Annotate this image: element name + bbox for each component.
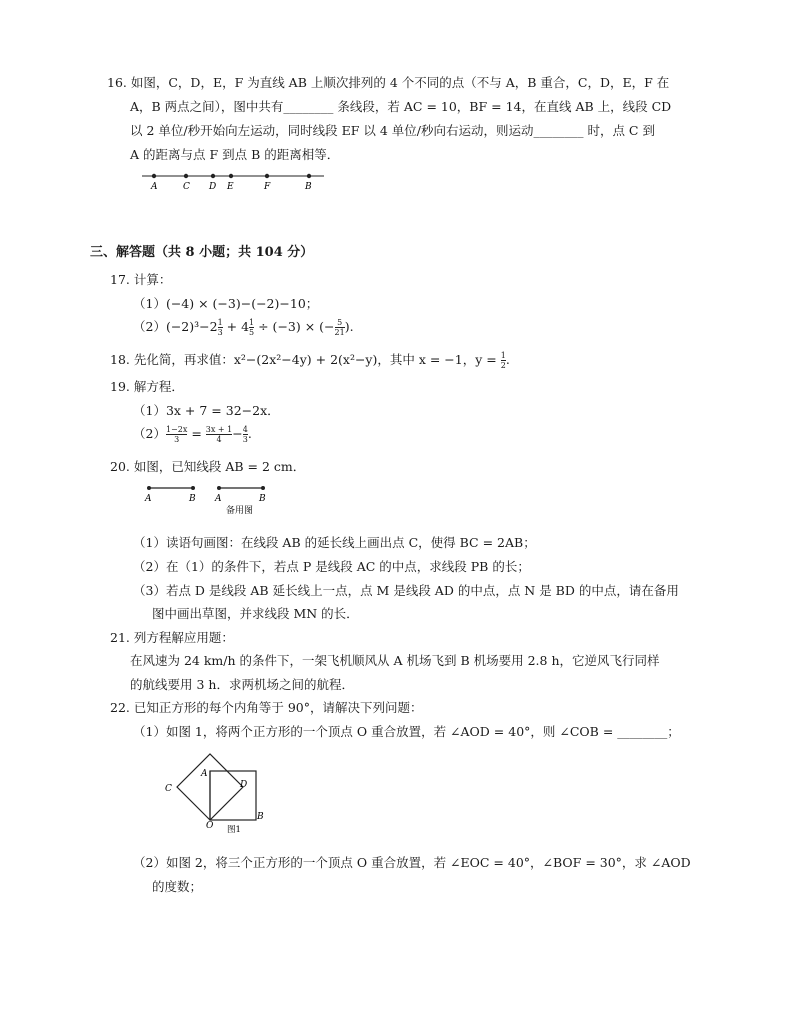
q20-label-b: B <box>189 494 196 504</box>
q21-line-2: 的航线要用 3 h．求两机场之间的航程． <box>130 677 354 692</box>
q21-title: 21. 列方程解应用题： <box>110 630 234 645</box>
q20-spare-label-b: B <box>259 494 266 504</box>
q22-part-2-line-2: 的度数； <box>152 879 203 894</box>
point-f <box>265 174 269 178</box>
q19-part-2: （2） $\frac{1-2x}{3}$ = $\frac{3x + 1}{4}$ − $\frac{4}{3}$ . <box>133 425 252 444</box>
label-a: A <box>151 182 158 192</box>
q16-line-4: A 的距离与点 F 到点 B 的距离相等． <box>130 147 340 162</box>
q16-line-figure <box>138 168 338 194</box>
q20-spare-label-a: A <box>215 494 222 504</box>
point-c <box>184 174 188 178</box>
point-d <box>211 174 215 178</box>
q16-line-2: A，B 两点之间），图中共有________ 条线段，若 AC = 10，BF = 14，在直线 AB 上，线段 CD <box>130 99 672 114</box>
q18-text: 18. 先化简，再求值：x²−(2x²−4y) + 2(x²−y)，其中 x = −1，y = $\frac{1}{2}$ . <box>110 351 510 370</box>
q20-point-a <box>147 486 151 490</box>
point-e <box>229 174 233 178</box>
point-b <box>307 174 311 178</box>
point-a <box>152 174 156 178</box>
q20-part-3-line-1: （3）若点 D 是线段 AB 延长线上一点，点 M 是线段 AD 的中点，点 N 是 BD 的中点，请在备用 <box>133 583 679 598</box>
q20-fig-caption: 备用图 <box>226 506 254 516</box>
q20-figures <box>140 482 280 516</box>
q20-label-a: A <box>145 494 152 504</box>
label-d: D <box>209 182 217 192</box>
q17-part-2: （2）(−2)³−2 $\frac{1}{3}$ + 4 $\frac{1}{5}$ ÷ (−3) × (− $\frac{5}{21}$ ). <box>133 318 354 337</box>
section-title: 三、解答题（共 8 小题；共 104 分） <box>90 245 314 260</box>
q20-part-3-line-2: 图中画出草图，并求线段 MN 的长． <box>152 606 359 621</box>
fig1-label-b: B <box>257 812 264 822</box>
q16-line-3: 以 2 单位/秒开始向左运动，同时线段 EF 以 4 单位/秒向右运动，则运动________ 时，点 C 到 <box>130 123 655 138</box>
q20-title: 20. 如图，已知线段 AB = 2 cm． <box>110 459 306 474</box>
q17-title: 17. 计算： <box>110 272 172 287</box>
q22-title: 22. 已知正方形的每个内角等于 90°，请解决下列问题： <box>110 700 423 715</box>
q16-line-1: 16. 如图，C，D，E，F 为直线 AB 上顺次排列的 4 个不同的点（不与 A，B 重合，C，D，E，F 在 <box>107 75 670 90</box>
fig1-label-o: O <box>206 821 214 831</box>
fig1-caption: 图1 <box>227 825 241 835</box>
q22-part-1: （1）如图 1，将两个正方形的一个顶点 O 重合放置，若 ∠AOD = 40°，则 ∠COB = ________； <box>133 724 680 739</box>
q20-point-b <box>191 486 195 490</box>
q20-part-1: （1）读语句画图：在线段 AB 的延长线上画出点 C，使得 BC = 2AB； <box>133 535 536 550</box>
fig1-label-d: D <box>240 780 248 790</box>
q20-spare-point-b <box>261 486 265 490</box>
q19-title: 19. 解方程． <box>110 379 184 394</box>
label-c: C <box>183 182 190 192</box>
q20-part-2: （2）在（1）的条件下，若点 P 是线段 AC 的中点，求线段 PB 的长； <box>133 559 530 574</box>
q20-spare-point-a <box>217 486 221 490</box>
q22-part-2-line-1: （2）如图 2，将三个正方形的一个顶点 O 重合放置，若 ∠EOC = 40°，∠BOF = 30°，求 ∠AOD <box>133 855 691 870</box>
q21-line-1: 在风速为 24 km/h 的条件下，一架飞机顺风从 A 机场飞到 B 机场要用 2.8 h，它逆风飞行同样 <box>130 653 660 668</box>
q22-figure-1 <box>160 748 270 838</box>
label-f: F <box>264 182 271 192</box>
q17-part-1: （1）(−4) × (−3)−(−2)−10； <box>133 296 319 311</box>
label-b: B <box>305 182 312 192</box>
fig1-label-c: C <box>165 784 172 794</box>
fig1-label-a: A <box>201 769 208 779</box>
q19-part-1: （1）3x + 7 = 32−2x． <box>133 403 280 418</box>
label-e: E <box>227 182 234 192</box>
